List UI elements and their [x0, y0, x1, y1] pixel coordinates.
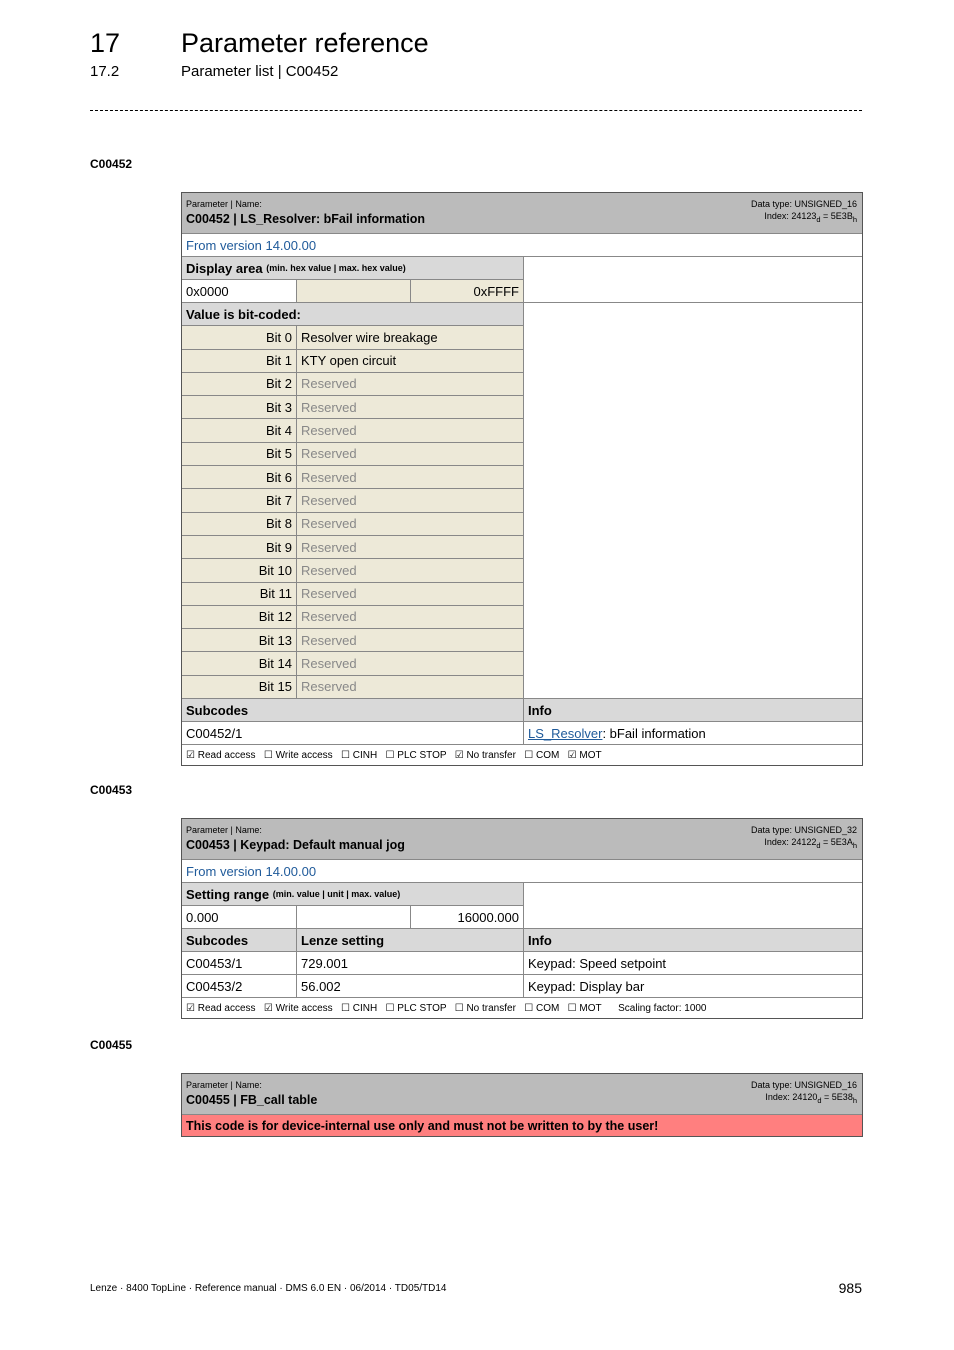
bit-number: Bit 4 [182, 419, 296, 441]
subcodes-label: Subcodes [186, 932, 249, 948]
bit-number: Bit 15 [182, 676, 296, 698]
lenze-setting-label: Lenze setting [296, 929, 523, 951]
subcode-row [182, 721, 862, 744]
c00452-header [182, 193, 862, 233]
unit-cell [296, 280, 410, 302]
section-title: Parameter list | C00452 [181, 63, 339, 80]
setting-range-block [182, 882, 862, 928]
bit-description: Reserved [296, 676, 523, 698]
bit-number: Bit 1 [182, 350, 296, 372]
max-value: 16000.000 [410, 906, 523, 928]
access-row [182, 744, 862, 765]
c00453-heading: C00453 [90, 783, 133, 797]
bit-description: Reserved [296, 396, 523, 418]
access-flags: ☑ Read access ☐ Write access ☐ CINH ☐ PLC STOP ☑ No transfer ☐ COM ☑ MOT [186, 749, 602, 761]
display-area-right [523, 257, 862, 302]
bit-row [182, 558, 523, 581]
bit-row [182, 325, 523, 348]
c00455-header [182, 1074, 862, 1114]
max-value: 0xFFFF [410, 280, 523, 302]
lenze-setting: 729.001 [296, 952, 523, 974]
bit-number: Bit 0 [182, 326, 296, 348]
bit-number: Bit 12 [182, 606, 296, 628]
bit-row [182, 418, 523, 441]
bit-description: Reserved [296, 629, 523, 651]
data-type: Data type: UNSIGNED_16 [750, 199, 857, 209]
bit-description: Resolver wire breakage [296, 326, 523, 348]
bit-description: Reserved [296, 489, 523, 511]
bit-description: Reserved [296, 419, 523, 441]
subcode-row [182, 951, 862, 974]
bit-row [182, 675, 523, 698]
subcode-info: Keypad: Speed setpoint [523, 952, 862, 974]
param-name: C00452 | LS_Resolver: bFail information [186, 212, 425, 226]
bit-number: Bit 2 [182, 373, 296, 395]
bit-list [182, 303, 523, 698]
param-label: Parameter | Name: [186, 199, 262, 209]
subcode-row [182, 974, 862, 997]
bit-number: Bit 5 [182, 443, 296, 465]
setting-range-label: Setting range (min. value | unit | max. value) [182, 883, 523, 905]
page-number: 985 [838, 1280, 862, 1296]
c00453-version-row [182, 859, 862, 882]
bit-description: KTY open circuit [296, 350, 523, 372]
bit-rows [182, 325, 523, 698]
c00455-table [181, 1073, 863, 1137]
access-row [182, 997, 862, 1018]
bit-description: Reserved [296, 466, 523, 488]
subcodes-label: Subcodes [186, 702, 249, 718]
bitcoded-block [182, 302, 862, 698]
index: Index: $24120_d = 5E38_h$ [765, 1092, 857, 1105]
c00452-version-row [182, 233, 862, 256]
bit-row [182, 535, 523, 558]
bit-row [182, 442, 523, 465]
ls-resolver-link[interactable]: LS_Resolver [528, 725, 603, 741]
info-label: Info [523, 929, 862, 951]
subcodes-header [182, 928, 862, 951]
display-area-left [182, 257, 523, 302]
warning-row [182, 1114, 862, 1136]
c00453-table [181, 818, 863, 1019]
bit-description: Reserved [296, 559, 523, 581]
data-type: Data type: UNSIGNED_16 [750, 1080, 857, 1090]
bit-row [182, 651, 523, 674]
chapter-title: Parameter reference [181, 28, 429, 58]
c00452-heading: C00452 [90, 157, 133, 171]
display-area-label: Display area (min. hex value | max. hex value) [182, 257, 523, 279]
param-name: C00453 | Keypad: Default manual jog [186, 838, 405, 852]
setting-range-left [182, 883, 523, 928]
version-text: From version 14.00.00 [186, 863, 317, 879]
bit-row [182, 628, 523, 651]
bit-number: Bit 14 [182, 652, 296, 674]
access-flags: ☑ Read access ☑ Write access ☐ CINH ☐ PLC STOP ☐ No transfer ☐ COM ☐ MOT Scaling factor: 1000 [186, 1002, 707, 1014]
bit-number: Bit 8 [182, 513, 296, 535]
header-divider [90, 110, 862, 111]
lenze-setting: 56.002 [296, 975, 523, 997]
bit-description: Reserved [296, 373, 523, 395]
subcode: C00452/1 [186, 725, 243, 741]
subcode-info: LS_Resolver : bFail information [523, 722, 862, 744]
subcode: C00453/1 [186, 955, 243, 971]
c00452-table [181, 192, 863, 766]
bit-row [182, 512, 523, 535]
subcodes-header [182, 698, 862, 721]
bit-number: Bit 11 [182, 583, 296, 605]
c00453-header [182, 819, 862, 859]
bit-description: Reserved [296, 513, 523, 535]
chapter-number: 17 [90, 28, 121, 58]
bit-description: Reserved [296, 606, 523, 628]
bit-row [182, 372, 523, 395]
bit-row [182, 349, 523, 372]
bit-description: Reserved [296, 583, 523, 605]
subcode: C00453/2 [186, 978, 243, 994]
version-text: From version 14.00.00 [186, 237, 317, 253]
page-footer: Lenze · 8400 TopLine · Reference manual · DMS 6.0 EN · 06/2014 · TD05/TD14 [90, 1283, 447, 1294]
bit-number: Bit 3 [182, 396, 296, 418]
param-label: Parameter | Name: [186, 825, 262, 835]
min-value: 0.000 [186, 909, 219, 925]
bit-description: Reserved [296, 536, 523, 558]
bit-description: Reserved [296, 652, 523, 674]
unit-value [296, 906, 410, 928]
bit-row [182, 395, 523, 418]
index: Index: $24123_d = 5E3B_h$ [764, 211, 857, 224]
param-label: Parameter | Name: [186, 1080, 262, 1090]
setting-range-values [182, 905, 523, 928]
index: Index: $24122_d = 5E3A_h$ [764, 837, 857, 850]
info-label: Info [523, 699, 862, 721]
min-value: 0x0000 [186, 283, 229, 299]
param-name: C00455 | FB_call table [186, 1093, 318, 1107]
bit-row [182, 605, 523, 628]
bit-number: Bit 6 [182, 466, 296, 488]
bit-number: Bit 13 [182, 629, 296, 651]
warning-text: This code is for device-internal use only and must not be written to by the user! [186, 1118, 659, 1133]
bit-row [182, 582, 523, 605]
data-type: Data type: UNSIGNED_32 [750, 825, 857, 835]
display-area-block [182, 256, 862, 302]
bit-description: Reserved [296, 443, 523, 465]
section-number: 17.2 [90, 63, 120, 80]
subcode-info: Keypad: Display bar [523, 975, 862, 997]
setting-range-right [523, 883, 862, 928]
display-area-values [182, 279, 523, 302]
bit-number: Bit 10 [182, 559, 296, 581]
bit-number: Bit 7 [182, 489, 296, 511]
bitcoded-label: Value is bit-coded: [182, 303, 523, 325]
bit-row [182, 465, 523, 488]
bit-number: Bit 9 [182, 536, 296, 558]
c00455-heading: C00455 [90, 1038, 133, 1052]
bitcoded-right [523, 303, 862, 698]
bit-row [182, 488, 523, 511]
